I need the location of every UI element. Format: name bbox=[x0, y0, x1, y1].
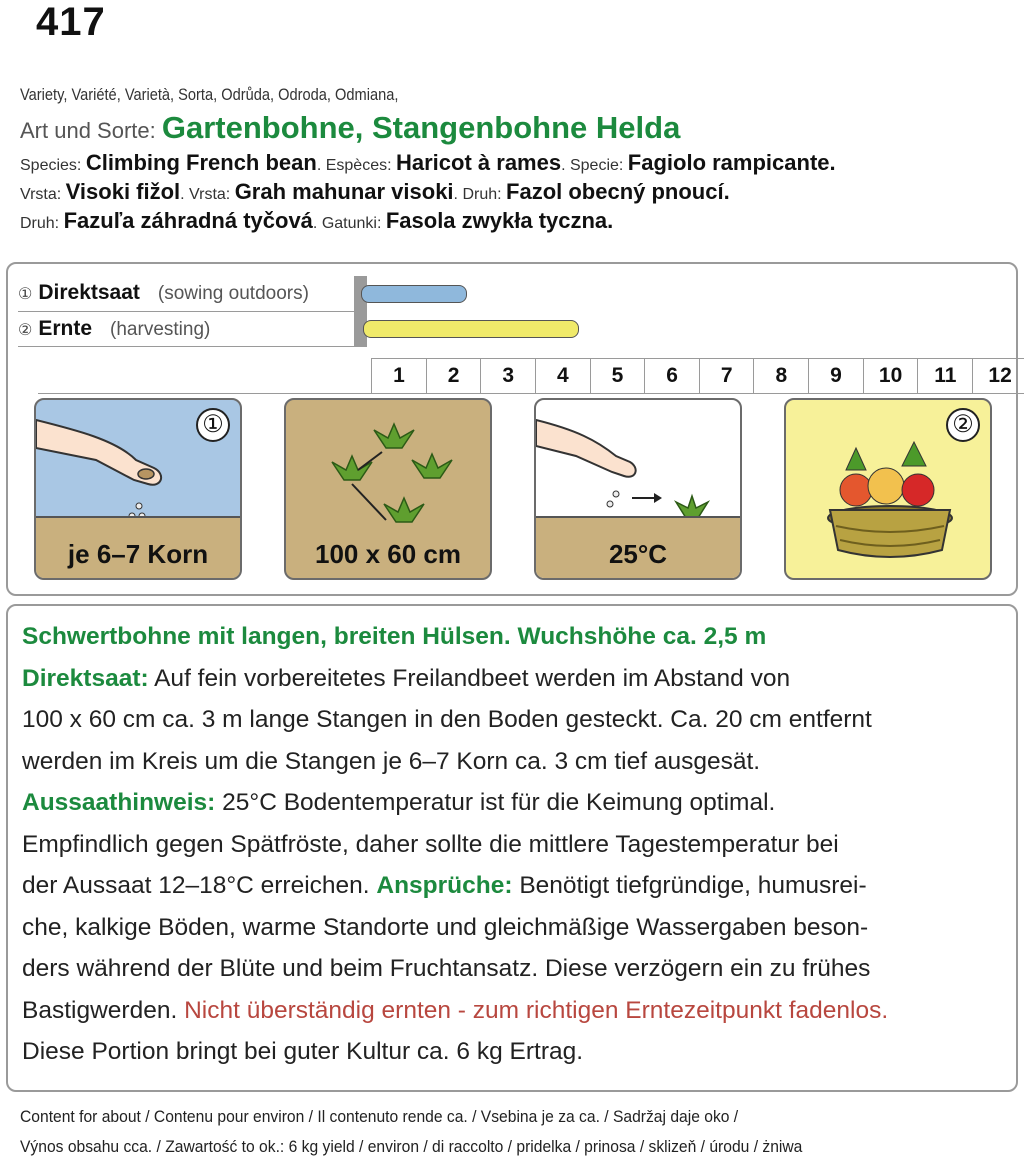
text-line: werden im Kreis um die Stangen je 6–7 Korn ca. 3 cm tief ausgesät. bbox=[22, 747, 761, 775]
language-label: . Espèces: bbox=[316, 157, 396, 174]
label-aussaathinweis: Aussaathinweis: bbox=[22, 789, 216, 816]
variety-name: Gartenbohne, Stangenbohne Helda bbox=[161, 110, 681, 145]
month-header: 10 bbox=[863, 359, 918, 394]
period-bar bbox=[363, 320, 579, 338]
text-line: che, kalkige Böden, warme Standorte und gleichmäßige Wassergaben beson- bbox=[22, 913, 869, 941]
month-header: 5 bbox=[590, 359, 645, 394]
text-line: ders während der Blüte und beim Fruchtansatz. Diese verzögern ein zu frühes bbox=[22, 955, 871, 982]
month-header: 12 bbox=[973, 359, 1024, 394]
calendar-row bbox=[18, 311, 367, 346]
tile-caption: je 6–7 Korn bbox=[67, 539, 209, 569]
text-line: 25°C Bodentemperatur ist für die Keimung optimal. bbox=[215, 789, 776, 816]
language-label: . Druh: bbox=[453, 186, 507, 203]
language-label: . Gatunki: bbox=[312, 215, 386, 232]
text-line: Bastigwerden. bbox=[22, 996, 185, 1024]
language-label: . Specie: bbox=[561, 157, 628, 174]
calendar-row bbox=[18, 276, 367, 311]
tile-spacing bbox=[284, 398, 492, 580]
species-name: Fagiolo rampicante bbox=[627, 150, 830, 175]
period-bar bbox=[361, 285, 467, 303]
row-subtitle: (harvesting) bbox=[110, 318, 211, 340]
species-name: . bbox=[723, 179, 730, 204]
description-panel bbox=[6, 604, 1018, 1092]
species-name: Fasola zwykła tyczna bbox=[385, 208, 608, 233]
sowing-calendar bbox=[18, 276, 1012, 387]
step-badge: ① bbox=[196, 408, 230, 442]
language-label: Druh: bbox=[20, 215, 64, 232]
row-subtitle: (sowing outdoors) bbox=[157, 283, 309, 305]
species-name: Visoki fižol bbox=[65, 179, 181, 204]
tile-sowing-seeds bbox=[34, 398, 242, 580]
harvest-warning: Nicht überständig ernten - zum richtigen Erntezeitpunkt fadenlos. bbox=[184, 996, 889, 1024]
species-name: . bbox=[829, 150, 836, 175]
text-line: Diese Portion bringt bei guter Kultur ca. 6 kg Ertrag. bbox=[22, 1038, 584, 1065]
tile-caption: 100 x 60 cm bbox=[314, 539, 461, 569]
footer-yield bbox=[20, 1102, 802, 1162]
species-row bbox=[20, 148, 1010, 177]
step-badge: ② bbox=[946, 408, 980, 442]
month-header: 8 bbox=[754, 359, 809, 394]
art-und-sorte bbox=[20, 108, 1010, 148]
month-header: 11 bbox=[918, 359, 973, 394]
calendar-corner bbox=[38, 359, 372, 394]
species-name: Haricot à rames bbox=[396, 150, 562, 175]
month-header: 2 bbox=[426, 359, 481, 394]
month-header: 4 bbox=[535, 359, 590, 394]
label-ansprueche: Ansprüche: bbox=[376, 872, 513, 899]
species-row bbox=[20, 177, 1010, 206]
row-title: Direktsaat bbox=[38, 281, 140, 305]
text-line: Auf fein vorbereitetes Freilandbeet werden im Abstand von bbox=[148, 664, 791, 692]
label-direktsaat: Direktsaat: bbox=[22, 664, 149, 692]
language-label: Species: bbox=[20, 157, 86, 174]
product-code: 417 bbox=[36, 0, 106, 44]
month-header: 6 bbox=[645, 359, 700, 394]
text-line: Benötigt tiefgründige, humusrei- bbox=[512, 872, 867, 899]
headline: Schwertbohne mit langen, breiten Hülsen. Wuchshöhe ca. 2,5 m bbox=[22, 623, 767, 650]
variety-languages: Variety, Variété, Varietà, Sorta, Odrůda, Odroda, Odmiana, bbox=[20, 85, 399, 104]
row-title: Ernte bbox=[38, 316, 93, 340]
month-header: 1 bbox=[372, 359, 427, 394]
species-row bbox=[20, 206, 1010, 235]
header-block bbox=[20, 82, 1010, 235]
species-name: Fazuľa záhradná tyčová bbox=[63, 208, 313, 233]
species-names bbox=[20, 148, 1010, 235]
species-name: Grah mahunar visoki bbox=[234, 179, 454, 204]
tile-germination bbox=[534, 398, 742, 580]
text-line: Empfindlich gegen Spätfröste, daher sollte die mittlere Tagestemperatur bei bbox=[22, 830, 839, 858]
footer-line: Výnos obsahu cca. / Zawartość to ok.: 6 kg yield / environ / di raccolto / pridelka / prinosa / sklizeň / úrodu / żniwa bbox=[20, 1137, 803, 1156]
species-name: Climbing French bean bbox=[85, 150, 317, 175]
month-header: 7 bbox=[699, 359, 754, 394]
footer-line: Content for about / Contenu pour environ / Il contenuto rende ca. / Vsebina je za ca. / Sadržaj daje oko / bbox=[20, 1107, 739, 1126]
calendar-row-label bbox=[18, 276, 355, 311]
species-name: Fazol obecný pnoucí bbox=[506, 179, 724, 204]
text-line: 100 x 60 cm ca. 3 m lange Stangen in den Boden gesteckt. Ca. 20 cm entfernt bbox=[22, 706, 872, 733]
language-label: Vrsta: bbox=[20, 186, 66, 203]
text-line: der Aussaat 12–18°C erreichen. bbox=[22, 872, 377, 899]
calendar-row-label bbox=[18, 311, 355, 346]
species-name: . bbox=[607, 208, 614, 233]
tile-harvest bbox=[784, 398, 992, 580]
month-header: 3 bbox=[481, 359, 536, 394]
row-number: ② bbox=[18, 321, 33, 339]
art-label: Art und Sorte: bbox=[20, 118, 156, 143]
tile-caption: 25°C bbox=[608, 539, 668, 569]
month-header: 9 bbox=[809, 359, 864, 394]
language-label: . Vrsta: bbox=[180, 186, 235, 203]
row-number: ① bbox=[18, 286, 33, 304]
